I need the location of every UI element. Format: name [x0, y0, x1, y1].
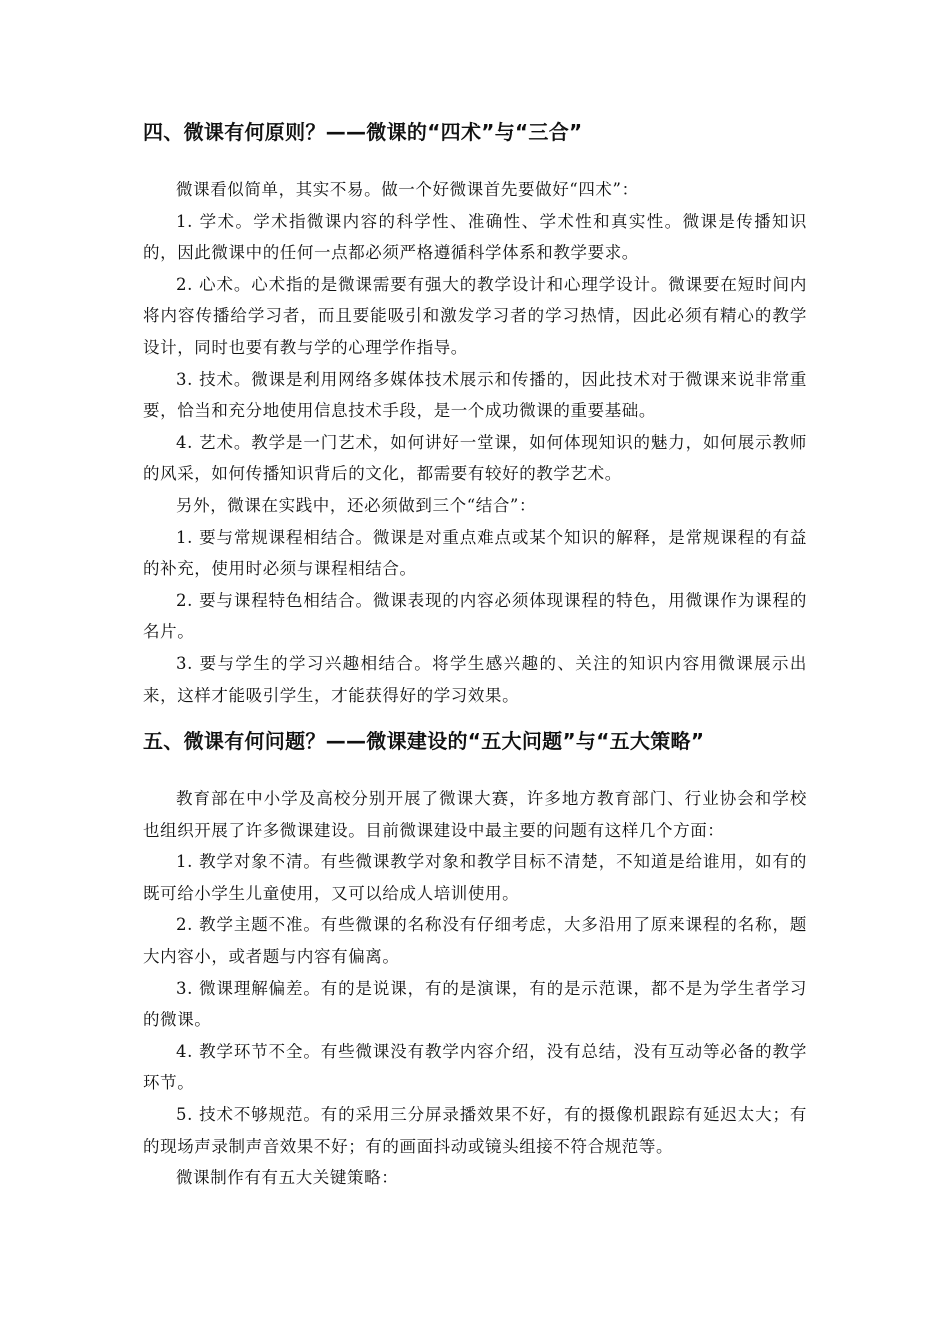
paragraph: 另外，微课在实践中，还必须做到三个“结合”：	[176, 495, 537, 515]
paragraph: 2. 要与课程特色相结合。微课表现的内容必须体现课程的特色，用微课作为课程的名片。	[143, 590, 807, 642]
section-body-principles	[143, 174, 807, 711]
paragraph: 4. 艺术。教学是一门艺术，如何讲好一堂课，如何体现知识的魅力，如何展示教师的风采，如何传播知识背后的文化，都需要有较好的教学艺术。	[143, 432, 807, 484]
paragraph: 3. 要与学生的学习兴趣相结合。将学生感兴趣的、关注的知识内容用微课展示出来，这样才能吸引学生，才能获得好的学习效果。	[143, 653, 807, 705]
paragraph: 3. 技术。微课是利用网络多媒体技术展示和传播的，因此技术对于微课来说非常重要，恰当和充分地使用信息技术手段，是一个成功微课的重要基础。	[143, 369, 807, 421]
paragraph: 2. 教学主题不准。有些微课的名称没有仔细考虑，大多沿用了原来课程的名称，题大内容小，或者题与内容有偏离。	[143, 915, 807, 967]
document-page	[143, 118, 807, 1194]
section-body-problems	[143, 783, 807, 1194]
paragraph: 3. 微课理解偏差。有的是说课，有的是演课，有的是示范课，都不是为学生者学习的微课。	[143, 978, 807, 1030]
paragraph: 1. 学术。学术指微课内容的科学性、准确性、学术性和真实性。微课是传播知识的，因此微课中的任何一点都必须严格遵循科学体系和教学要求。	[143, 211, 807, 263]
paragraph: 2. 心术。心术指的是微课需要有强大的教学设计和心理学设计。微课要在短时间内将内容传播给学习者，而且要能吸引和激发学习者的学习热情，因此必须有精心的教学设计，同时也要有教与学的心理学作指导。	[143, 274, 807, 357]
paragraph: 1. 教学对象不清。有些微课教学对象和教学目标不清楚，不知道是给谁用，如有的既可给小学生儿童使用，又可以给成人培训使用。	[143, 852, 807, 903]
paragraph: 微课看似简单，其实不易。做一个好微课首先要做好“四术”：	[176, 180, 639, 199]
section-heading-principles: 四、微课有何原则？——微课的“四术”与“三合”	[143, 120, 583, 144]
paragraph: 微课制作有有五大关键策略：	[176, 1168, 399, 1188]
paragraph: 4. 教学环节不全。有些微课没有教学内容介绍，没有总结，没有互动等必备的教学环节。	[143, 1041, 807, 1093]
paragraph: 5. 技术不够规范。有的采用三分屏录播效果不好，有的摄像机跟踪有延迟太大；有的现场声录制声音效果不好；有的画面抖动或镜头组接不符合规范等。	[143, 1105, 807, 1156]
paragraph: 1. 要与常规课程相结合。微课是对重点难点或某个知识的解释，是常规课程的有益的补充，使用时必须与课程相结合。	[143, 527, 807, 579]
section-heading-problems: 五、微课有何问题？——微课建设的“五大问题”与“五大策略”	[143, 729, 705, 754]
paragraph: 教育部在中小学及高校分别开展了微课大赛，许多地方教育部门、行业协会和学校也组织开展了许多微课建设。目前微课建设中最主要的问题有这样几个方面：	[143, 789, 807, 840]
